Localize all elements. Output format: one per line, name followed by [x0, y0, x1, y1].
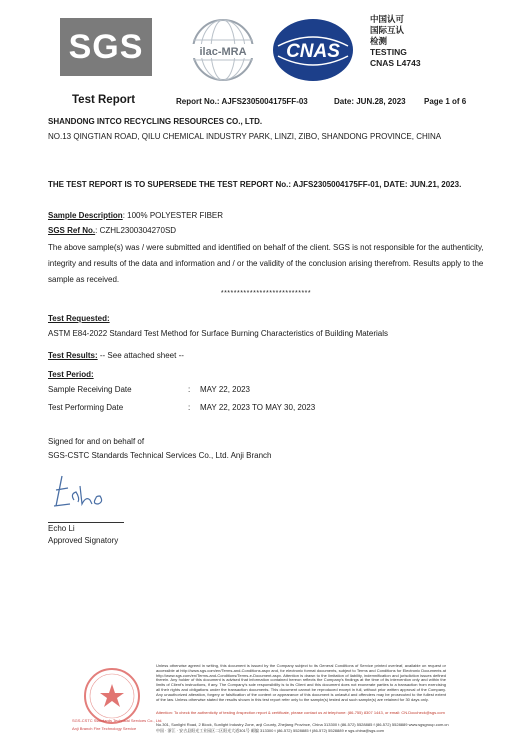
sgs-logo-text: SGS: [68, 27, 144, 66]
cnas-line-cn3: 检测: [370, 36, 388, 46]
client-address: NO.13 QINGTIAN ROAD, QILU CHEMICAL INDUSTRY PARK, LINZI, ZIBO, SHANDONG PROVINCE, CHINA: [48, 132, 442, 141]
footer-contact-cn: [156, 728, 506, 734]
footer-tel-cn: t (86-572) 5528885: [274, 728, 309, 733]
test-requested-label: Test Requested:: [48, 314, 110, 323]
test-requested-value: ASTM E84-2022 Standard Test Method for Surface Burning Characteristics of Building Materials: [48, 329, 389, 338]
performing-date-colon: :: [188, 403, 191, 412]
report-date: Date: JUN.28, 2023: [334, 97, 406, 106]
test-results-value: -- See attached sheet --: [97, 351, 184, 360]
separator-stars: ****************************: [220, 290, 312, 297]
signed-on-behalf: Signed for and on behalf of: [48, 437, 145, 446]
footer-tel-en: t (86-572) 5528885: [338, 722, 373, 727]
receiving-date-colon: :: [188, 385, 191, 394]
stamp-caption-line1: SGS-CSTC Standards Technical Services Co., Ltd.: [72, 718, 163, 723]
report-title: Test Report: [72, 94, 136, 106]
cnas-accreditation-block: [370, 14, 421, 69]
stamp-caption-line2: Anji Branch Fire Technology Service: [72, 726, 137, 731]
test-results-label: Test Results:: [48, 351, 98, 360]
ilac-logo-text: ilac-MRA: [199, 46, 247, 58]
handwritten-signature: [48, 468, 118, 514]
ilac-mra-logo: [180, 16, 266, 86]
footer-postcode: 邮编 313300: [250, 728, 274, 733]
cnas-line-cn2: 国际互认: [370, 25, 405, 35]
signatory-title: Approved Signatory: [48, 536, 119, 545]
footer-terms: Unless otherwise agreed in writing, this document is issued by the Company subject to its General Conditions of Service printed overleaf, available on request or accessible at http://www.sgs.com/en/Terms-and-Conditions.aspx and, for electronic format documents, subject to Terms and Conditions for Electronic Documents at http://www.sgs.com/en/Terms-and-Conditions/Terms-e-Document.aspx. Attention is drawn to the limitation of liability, indemnification and jurisdiction issues defined therein. Any holder of this document is advised that information contained hereon reflects the Company's findings at the time of its intervention only and within the limits of Client's instructions, if any. The Company's sole responsibility is to its Client and this document does not exonerate parties to a transaction from exercising all their rights and obligations under the transaction documents. This document cannot be reproduced except in full, without prior written approval of the Company. Any unauthorized alteration, forgery or falsification of the content or appearance of this document is unlawful and offenders may be prosecuted to the fullest extent of the law. Unless otherwise stated the results shown in this test report refer only to the sample(s) tested and such sample(s) are retained for 30 days only.: [156, 663, 446, 702]
sgs-ref-label: SGS Ref No.: [48, 226, 96, 235]
footer-verification-notice: Attention: To check the authenticity of testing /inspection report & certificate, please contact us at telephone: (86-755) 8307 1443, or email: CN.Doccheck@sgs.com: [156, 710, 445, 715]
cnas-line-cn1: 中国认可: [370, 14, 405, 24]
performing-date-value: MAY 22, 2023 TO MAY 30, 2023: [200, 403, 316, 412]
report-header-line: [72, 96, 512, 110]
footer-email[interactable]: e sgs.china@sgs.com: [344, 728, 385, 733]
cnas-line-testing: TESTING: [370, 47, 407, 57]
footer-web[interactable]: www.sgsgroup.com.cn: [408, 722, 449, 727]
sample-description-value: : 100% POLYESTER FIBER: [122, 211, 224, 220]
footer-contact: [156, 722, 506, 734]
footer-address-en: No.301, Sunlight Road, 2 Block, Sunlight Industry Zone, anji County, Zhejiang Province, China 313300: [156, 722, 338, 727]
report-number: Report No.: AJFS2305004175FF-03: [176, 97, 308, 106]
receiving-date-label: Sample Receiving Date: [48, 385, 132, 394]
sgs-logo: [60, 18, 152, 76]
cnas-logo-text: CNAS: [286, 41, 340, 62]
client-name: SHANDONG INTCO RECYCLING RESOURCES CO., LTD.: [48, 117, 263, 126]
test-results: [48, 350, 184, 361]
sgs-ref-value: : CZHL2300304270SD: [95, 226, 177, 235]
supersede-notice: THE TEST REPORT IS TO SUPERSEDE THE TEST REPORT No.: AJFS2305004175FF-01, DATE: JUN.21, 2023.: [48, 180, 462, 189]
cnas-line-number: CNAS L4743: [370, 58, 421, 68]
receiving-date-value: MAY 22, 2023: [200, 385, 250, 394]
footer-fax-cn: f (86-572) 5528889: [309, 728, 344, 733]
signing-organization: SGS-CSTC Standards Technical Services Co., Ltd. Anji Branch: [48, 451, 272, 460]
footer-address-cn: 中国 · 浙江 · 安吉县阳光工业园区二区阳光大道301号: [156, 728, 250, 733]
performing-date-label: Test Performing Date: [48, 403, 124, 412]
sgs-reference: [48, 225, 176, 236]
test-period-label: Test Period:: [48, 370, 94, 379]
page-indicator: Page 1 of 6: [424, 97, 467, 106]
footer-fax-en: f (86-572) 5528889: [373, 722, 408, 727]
sample-description-label: Sample Description: [48, 211, 123, 220]
sample-description: [48, 210, 223, 221]
signatory-name: Echo Li: [48, 524, 75, 533]
cnas-logo: [270, 16, 356, 84]
disclaimer-text: The above sample(s) was / were submitted and identified on behalf of the client. SGS is not responsible for the authenticity, integrity and results of the data and information and / or the validity of the conclusion arising therefrom. Results apply to the sample as received.: [48, 243, 484, 284]
